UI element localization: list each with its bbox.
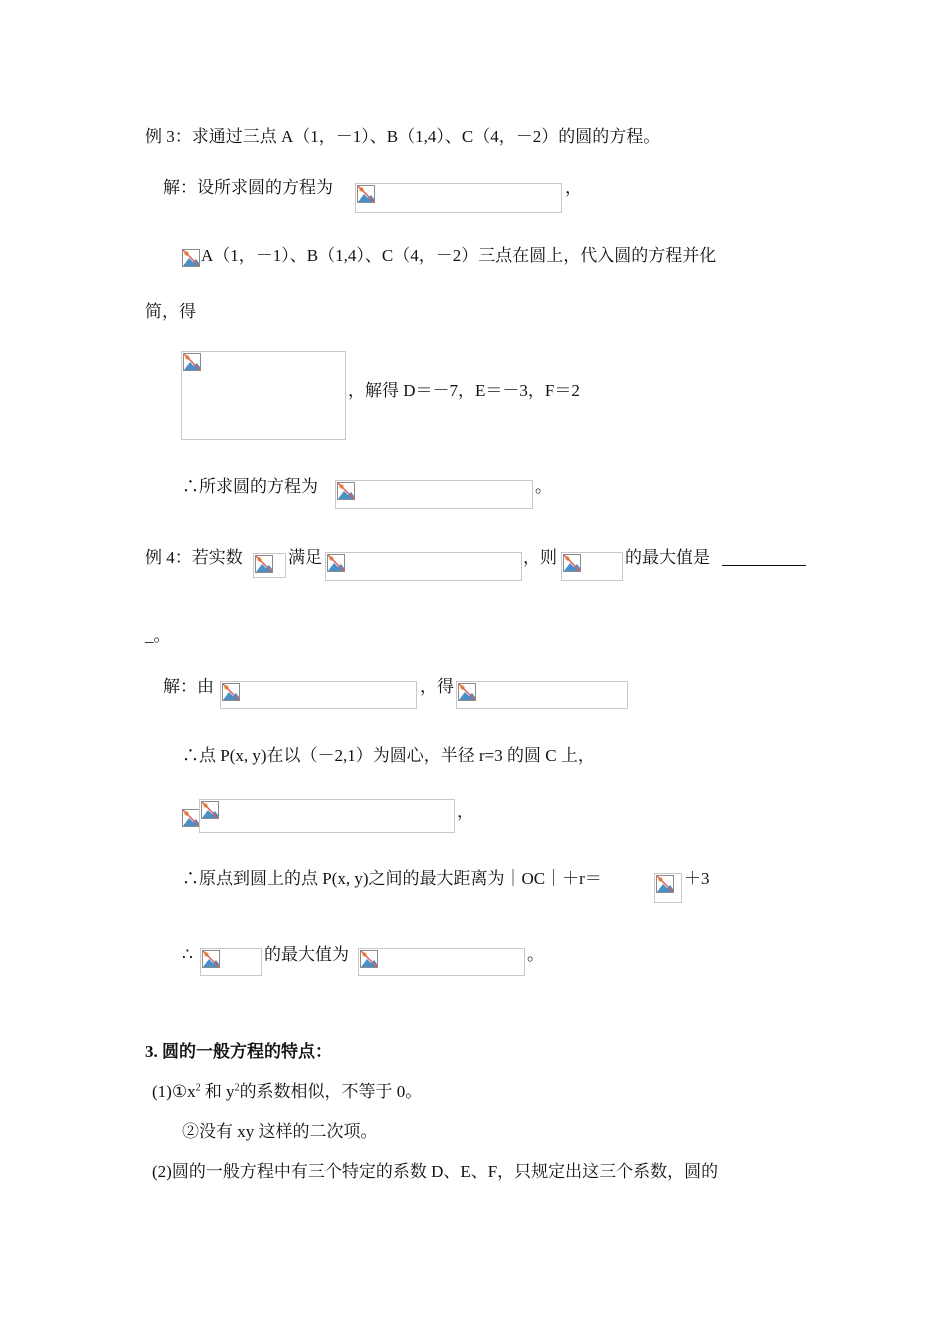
section-3-point-3: (2)圆的一般方程中有三个特定的系数 D、E、F，只规定出这三个系数，圆的: [152, 1162, 719, 1181]
section-3-heading: 3. 圆的一般方程的特点：: [145, 1042, 332, 1061]
example-4-max-value-text: 的最大值为: [264, 945, 349, 964]
point-1-text-a: (1)①x: [152, 1082, 196, 1101]
formula-image: [456, 681, 628, 709]
broken-image-icon: [222, 683, 240, 701]
example-4-question-d: 的最大值是: [625, 548, 710, 567]
example-4-question-a: 例 4：若实数: [145, 548, 243, 567]
example-4-question-end: _。: [145, 626, 171, 645]
formula-image: [358, 948, 525, 976]
example-4-question-c: ，则: [523, 548, 557, 567]
period-text: 。: [527, 945, 544, 964]
example-4-solution-intro: 解：由: [163, 677, 214, 696]
point-1-text-c: 的系数相似，不等于 0。: [239, 1082, 423, 1101]
point-1-text-b: 和 y: [200, 1082, 235, 1101]
broken-image-icon: [182, 809, 200, 827]
example-4-circle-line: ∴点 P(x, y)在以（－2,1）为圆心，半径 r=3 的圆 C 上，: [182, 746, 595, 765]
equation-system-image: [181, 351, 346, 440]
example-3-answer-label: ∴所求圆的方程为: [182, 477, 318, 496]
broken-image-icon: [360, 950, 378, 968]
formula-image: [199, 799, 455, 833]
example-3-points-line: A（1，－1）、B（1,4）、C（4，－2）三点在圆上，代入圆的方程并化: [201, 246, 717, 265]
section-3-point-1: [152, 1081, 422, 1103]
formula-image: [654, 873, 682, 903]
broken-image-icon: [202, 950, 220, 968]
broken-image-icon: [656, 875, 674, 893]
broken-image-icon: [563, 554, 581, 572]
comma-text: ，: [457, 802, 474, 821]
plus-three-text: ＋3: [684, 869, 710, 888]
example-3-solution-intro: 解：设所求圆的方程为: [163, 178, 333, 197]
broken-image-icon: [255, 555, 273, 573]
example-3-simplify-line: 简，得: [145, 302, 196, 321]
example-3-solve-line: ，解得 D＝－7，E＝－3，F＝2: [348, 381, 580, 400]
broken-image-icon: [357, 185, 375, 203]
formula-image: [561, 552, 623, 581]
example-4-distance-line: ∴原点到圆上的点 P(x, y)之间的最大距离为｜OC｜＋r＝: [182, 869, 602, 888]
comma-text: ，: [565, 178, 582, 197]
period-text: 。: [535, 477, 552, 496]
superscript: 2: [234, 1082, 240, 1094]
formula-image: [253, 553, 286, 578]
broken-image-icon: [337, 482, 355, 500]
formula-image: [220, 681, 417, 709]
therefore-symbol: ∴: [182, 945, 193, 964]
broken-image-icon: [458, 683, 476, 701]
formula-image: [335, 480, 533, 509]
answer-blank: [722, 547, 806, 572]
superscript: 2: [195, 1082, 201, 1094]
formula-image: [325, 552, 522, 581]
example-4-solution-get: ，得: [420, 677, 454, 696]
example-4-question-b: 满足: [288, 548, 322, 567]
example-3-question: 例 3：求通过三点 A（1，－1）、B（1,4）、C（4，－2）的圆的方程。: [145, 127, 661, 146]
broken-image-icon: [327, 554, 345, 572]
broken-image-icon: [182, 249, 200, 267]
broken-image-icon: [201, 801, 219, 819]
section-3-point-2: ②没有 xy 这样的二次项。: [182, 1122, 378, 1141]
formula-image: [200, 948, 262, 976]
broken-image-icon: [183, 353, 201, 371]
formula-image: [355, 183, 562, 213]
